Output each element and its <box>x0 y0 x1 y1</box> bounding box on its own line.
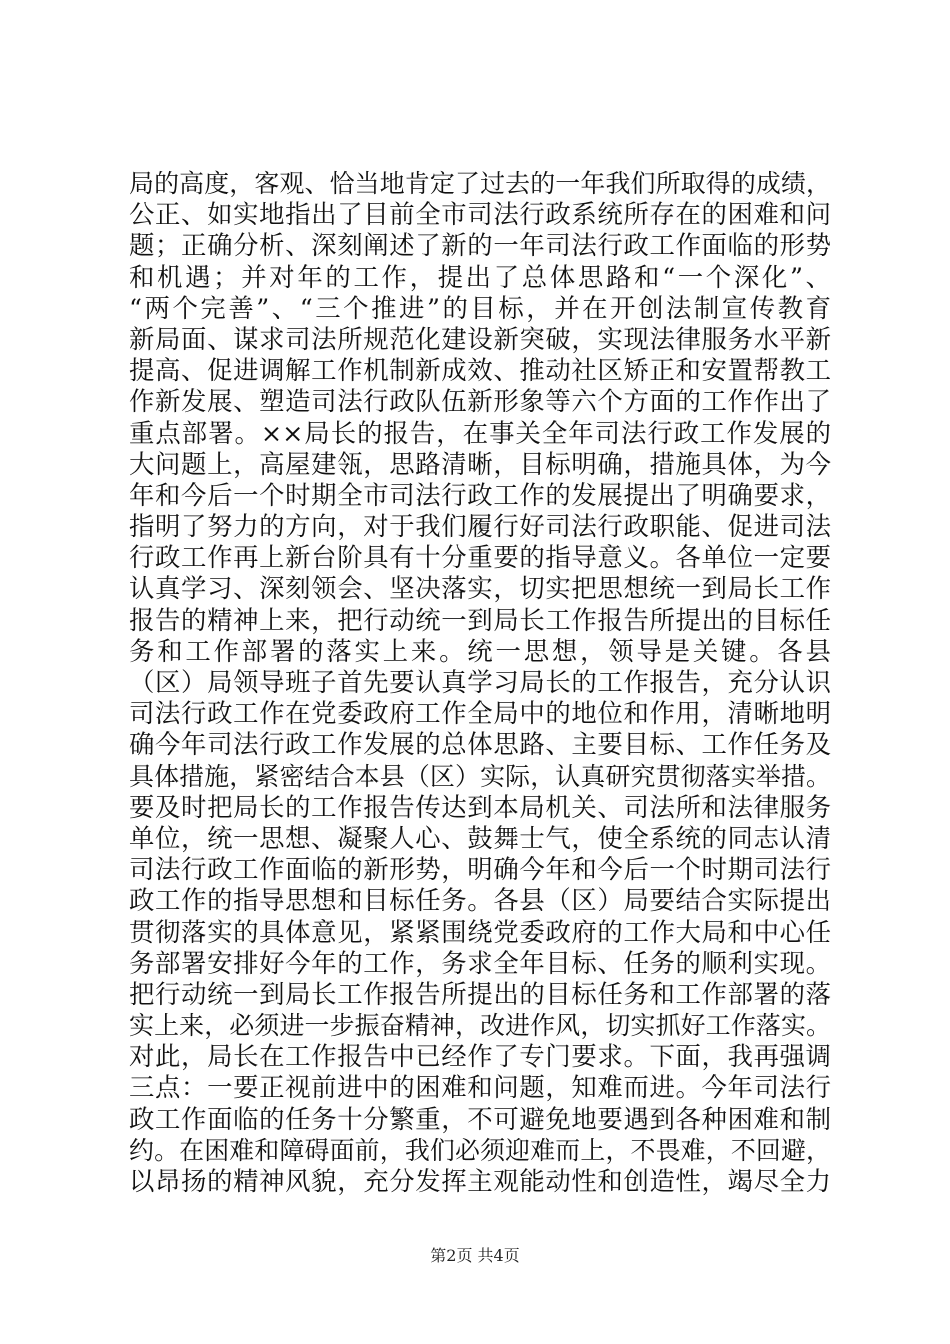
text-line: 把行动统一到局长工作报告所提出的目标任务和工作部署的落 <box>129 978 831 1009</box>
text-line: 行政工作再上新台阶具有十分重要的指导意义。各单位一定要 <box>129 542 831 573</box>
text-line: 务部署安排好今年的工作，务求全年目标、任务的顺利实现。 <box>129 947 831 978</box>
text-line: 指明了努力的方向，对于我们履行好司法行政职能、促进司法 <box>129 511 831 542</box>
text-line: 实上来，必须进一步振奋精神，改进作风，切实抓好工作落实。 <box>129 1011 831 1041</box>
text-line: （区）局领导班子首先要认真学习局长的工作报告，充分认识 <box>129 667 831 697</box>
text-line: 确今年司法行政工作发展的总体思路、主要目标、工作任务及 <box>129 729 831 760</box>
page-number-footer: 第2页 共4页 <box>430 1246 520 1265</box>
text-line: 局的高度，客观、恰当地肯定了过去的一年我们所取得的成绩， <box>129 169 831 198</box>
text-line: 提高、促进调解工作机制新成效、推动社区矫正和安置帮教工 <box>129 355 831 386</box>
text-line: 务和工作部署的落实上来。统一思想，领导是关键。各县 <box>129 635 831 666</box>
text-line: 新局面、谋求司法所规范化建设新突破，实现法律服务水平新 <box>129 323 831 354</box>
text-line: 司法行政工作面临的新形势，明确今年和今后一个时期司法行 <box>129 854 831 885</box>
text-line: 以昂扬的精神风貌，充分发挥主观能动性和创造性，竭尽全力 <box>129 1166 831 1196</box>
text-line: 三点：一要正视前进中的困难和问题，知难而进。今年司法行 <box>129 1072 831 1103</box>
text-line: 作新发展、塑造司法行政队伍新形象等六个方面的工作作出了 <box>129 386 831 417</box>
text-line: 公正、如实地指出了目前全市司法行政系统所存在的困难和问 <box>129 199 831 230</box>
text-line: 政工作面临的任务十分繁重，不可避免地要遇到各种困难和制 <box>129 1103 831 1134</box>
text-line: 和机遇；并对年的工作，提出了总体思路和“一个深化”、 <box>129 261 831 292</box>
text-line: 认真学习、深刻领会、坚决落实，切实把思想统一到局长工作 <box>129 573 831 604</box>
text-line: 大问题上，高屋建瓴，思路清晰，目标明确，措施具体，为今 <box>129 448 831 479</box>
text-line: 对此，局长在工作报告中已经作了专门要求。下面，我再强调 <box>129 1041 831 1072</box>
text-line: 报告的精神上来，把行动统一到局长工作报告所提出的目标任 <box>129 604 831 635</box>
body-text <box>129 168 831 1197</box>
text-line: 年和今后一个时期全市司法行政工作的发展提出了明确要求， <box>129 479 831 510</box>
text-line: 要及时把局长的工作报告传达到本局机关、司法所和法律服务 <box>129 791 831 822</box>
text-line: 重点部署。××局长的报告，在事关全年司法行政工作发展的 <box>129 417 831 448</box>
text-line: 贯彻落实的具体意见，紧紧围绕党委政府的工作大局和中心任 <box>129 916 831 947</box>
text-line: 约。在困难和障碍面前，我们必须迎难而上，不畏难，不回避， <box>129 1135 831 1165</box>
text-line: “两个完善”、“三个推进”的目标，并在开创法制宣传教育 <box>129 292 831 323</box>
text-line: 单位，统一思想、凝聚人心、鼓舞士气，使全系统的同志认清 <box>129 822 831 853</box>
text-line: 具体措施，紧密结合本县（区）实际，认真研究贯彻落实举措。 <box>129 761 831 791</box>
text-line: 题；正确分析、深刻阐述了新的一年司法行政工作面临的形势 <box>129 230 831 261</box>
text-line: 政工作的指导思想和目标任务。各县（区）局要结合实际提出 <box>129 885 831 916</box>
text-line: 司法行政工作在党委政府工作全局中的地位和作用，清晰地明 <box>129 698 831 729</box>
